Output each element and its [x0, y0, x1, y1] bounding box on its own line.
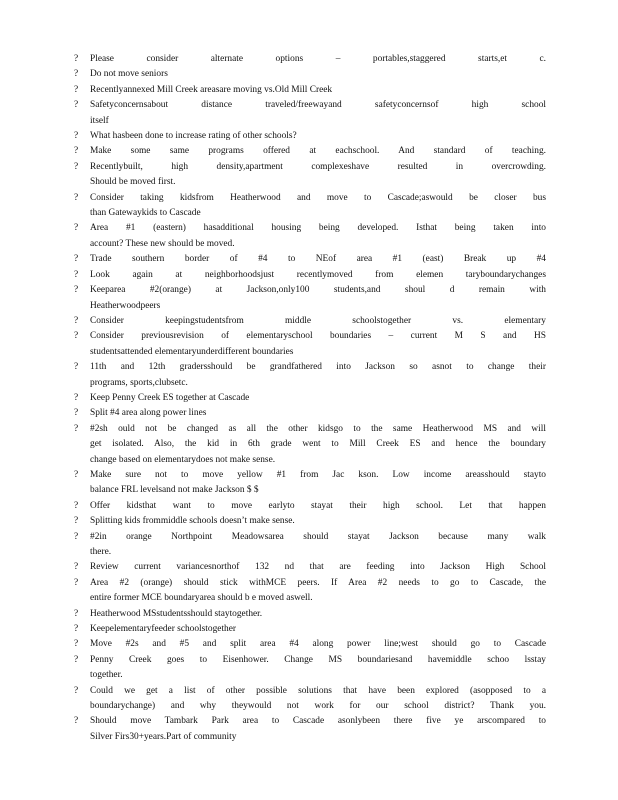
comment-text-line: #2in orange Northpoint Meadowsarea should stayat Jackson because many walk	[90, 531, 546, 542]
list-item	[74, 607, 546, 622]
comment-text-line: Penny Creek goes to Eisenhower. Change MS boundariesand havemiddle schoo lsstay	[90, 654, 546, 665]
comment-text-line: Consider keepingstudentsfrom middle schoolstogether vs. elementary	[90, 315, 546, 326]
bullet-marker: ?	[74, 608, 79, 619]
comment-text-line: together.	[90, 670, 123, 681]
bullet-marker: ?	[74, 500, 79, 511]
list-item	[74, 406, 546, 421]
bullet-marker: ?	[74, 54, 79, 64]
bullet-marker: ?	[74, 654, 79, 665]
comment-text-line: studentsattended elementaryunderdifferent boundaries	[90, 346, 294, 357]
comment-text-line: Heatherwoodpeers	[90, 300, 161, 311]
list-item	[74, 560, 546, 575]
comment-text-line: itself	[90, 115, 109, 126]
comment-text-line: Consider previousrevision of elementaryschool boundaries – current M S and HS	[90, 331, 546, 342]
list-item	[74, 391, 546, 406]
list-item	[74, 283, 546, 314]
list-item	[74, 329, 546, 360]
bullet-marker: ?	[74, 685, 79, 696]
bullet-marker: ?	[74, 716, 79, 727]
list-item	[74, 191, 546, 222]
list-item	[74, 221, 546, 252]
list-item	[74, 83, 546, 98]
list-item	[74, 622, 546, 637]
bullet-marker: ?	[74, 161, 79, 172]
bullet-marker: ?	[74, 331, 79, 342]
bullet-marker: ?	[74, 392, 79, 403]
comment-text-line: Offer kidsthat want to move earlyto stayat their high school. Let that happen	[90, 500, 546, 511]
list-item	[74, 499, 546, 514]
bullet-marker: ?	[74, 577, 79, 588]
comment-text-line: boundarychange) and why theywould not work for our school district? Thank you.	[90, 701, 546, 712]
list-item	[74, 98, 546, 129]
list-item	[74, 576, 546, 607]
comment-text-line: there.	[90, 547, 112, 557]
comment-text-line: Do not move seniors	[90, 69, 168, 80]
list-item	[74, 714, 546, 745]
bullet-marker: ?	[74, 254, 79, 265]
comment-text-line: Look again at neighborhoodsjust recentlymoved from elemen taryboundarychanges	[90, 269, 546, 280]
comment-list	[74, 52, 546, 745]
comment-text-line: Review current variancesnorthof 132 nd that are feeding into Jackson High School	[90, 562, 546, 573]
list-item	[74, 530, 546, 561]
comment-text-line: Silver Firs30+years.Part of community	[90, 731, 237, 742]
list-item	[74, 160, 546, 191]
bullet-marker: ?	[74, 285, 79, 296]
comment-text-line: What hasbeen done to increase rating of other schools?	[90, 131, 297, 142]
comment-text-line: account? These new should be moved.	[90, 238, 235, 249]
comment-text-line: Should be moved first.	[90, 177, 176, 188]
list-item	[74, 52, 546, 67]
bullet-marker: ?	[74, 131, 79, 142]
comment-text-line: Make some same programs offered at eachschool. And standard of teaching.	[90, 146, 546, 157]
comment-text-line: Safetyconcernsabout distance traveled/freewayand safetyconcernsof high school	[90, 100, 546, 111]
bullet-marker: ?	[74, 315, 79, 326]
comment-text-line: change based on elementarydoes not make sense.	[90, 454, 276, 465]
comment-text-line: Move #2s and #5 and split area #4 along power line;west should go to Cascade	[90, 639, 546, 650]
list-item	[74, 684, 546, 715]
list-item	[74, 129, 546, 144]
comment-text-line: Heatherwood MSstudentsshould staytogether.	[90, 608, 263, 619]
list-item	[74, 360, 546, 391]
bullet-marker: ?	[74, 408, 79, 419]
list-item	[74, 653, 546, 684]
comment-text-line: Trade southern border of #4 to NEof area #1 (east) Break up #4	[90, 254, 546, 265]
comment-text-line: Keepelementaryfeeder schoolstogether	[90, 624, 237, 635]
bullet-marker: ?	[74, 84, 79, 95]
bullet-marker: ?	[74, 146, 79, 157]
comment-text-line: Please consider alternate options – portables,staggered starts,et c.	[90, 54, 546, 64]
comment-text-line: Recentlyannexed Mill Creek areasare moving vs.Old Mill Creek	[90, 84, 333, 95]
bullet-marker: ?	[74, 531, 79, 542]
bullet-marker: ?	[74, 624, 79, 635]
comment-text-line: Could we get a list of other possible solutions that have been explored (asopposed to a	[90, 685, 546, 696]
comment-text-line: Splitting kids frommiddle schools doesn’t make sense.	[90, 516, 295, 527]
list-item	[74, 468, 546, 499]
comment-text-line: balance FRL levelsand not make Jackson $ $	[90, 485, 259, 496]
comment-text-line: entire former MCE boundaryarea should b e moved aswell.	[90, 593, 313, 604]
list-item	[74, 144, 546, 159]
comment-text-line: 11th and 12th gradersshould be grandfathered into Jackson so asnot to change their	[90, 362, 546, 373]
comment-text-line: Keeparea #2(orange) at Jackson,only100 students,and shoul d remain with	[90, 285, 546, 296]
comment-text-line: Recentlybuilt, high density,apartment complexeshave resulted in overcrowding.	[90, 161, 546, 172]
bullet-marker: ?	[74, 562, 79, 573]
list-item	[74, 67, 546, 82]
bullet-marker: ?	[74, 100, 79, 111]
list-item	[74, 637, 546, 652]
list-item	[74, 514, 546, 529]
comment-text-line: Area #2 (orange) should stick withMCE peers. If Area #2 needs to go to Cascade, the	[90, 577, 546, 588]
comment-text-line: Consider taking kidsfrom Heatherwood and move to Cascade;aswould be closer bus	[90, 192, 546, 203]
bullet-marker: ?	[74, 516, 79, 527]
comment-text-line: programs, sports,clubsetc.	[90, 377, 188, 388]
comment-text-line: get isolated. Also, the kid in 6th grade went to Mill Creek ES and hence the boundary	[90, 439, 546, 450]
comment-text-line: Make sure not to move yellow #1 from Jac kson. Low income areasshould stayto	[90, 469, 546, 480]
bullet-marker: ?	[74, 192, 79, 203]
bullet-marker: ?	[74, 69, 79, 80]
comment-text-line: Should move Tambark Park area to Cascade asonlybeen there five ye arscompared to	[90, 716, 546, 727]
bullet-marker: ?	[74, 269, 79, 280]
comment-text-line: Area #1 (eastern) hasadditional housing being developed. Isthat being taken into	[90, 223, 546, 234]
comment-text-line: than Gatewaykids to Cascade	[90, 208, 201, 219]
list-item	[74, 252, 546, 267]
bullet-marker: ?	[74, 362, 79, 373]
comment-text-line: Keep Penny Creek ES together at Cascade	[90, 392, 250, 403]
comment-text-line: #2sh ould not be changed as all the other kidsgo to the same Heatherwood MS and will	[90, 423, 546, 434]
bullet-marker: ?	[74, 423, 79, 434]
bullet-marker: ?	[74, 223, 79, 234]
list-item	[74, 314, 546, 329]
bullet-marker: ?	[74, 469, 79, 480]
bullet-marker: ?	[74, 639, 79, 650]
list-item	[74, 268, 546, 283]
comment-text-line: Split #4 area along power lines	[90, 408, 207, 419]
list-item	[74, 422, 546, 468]
